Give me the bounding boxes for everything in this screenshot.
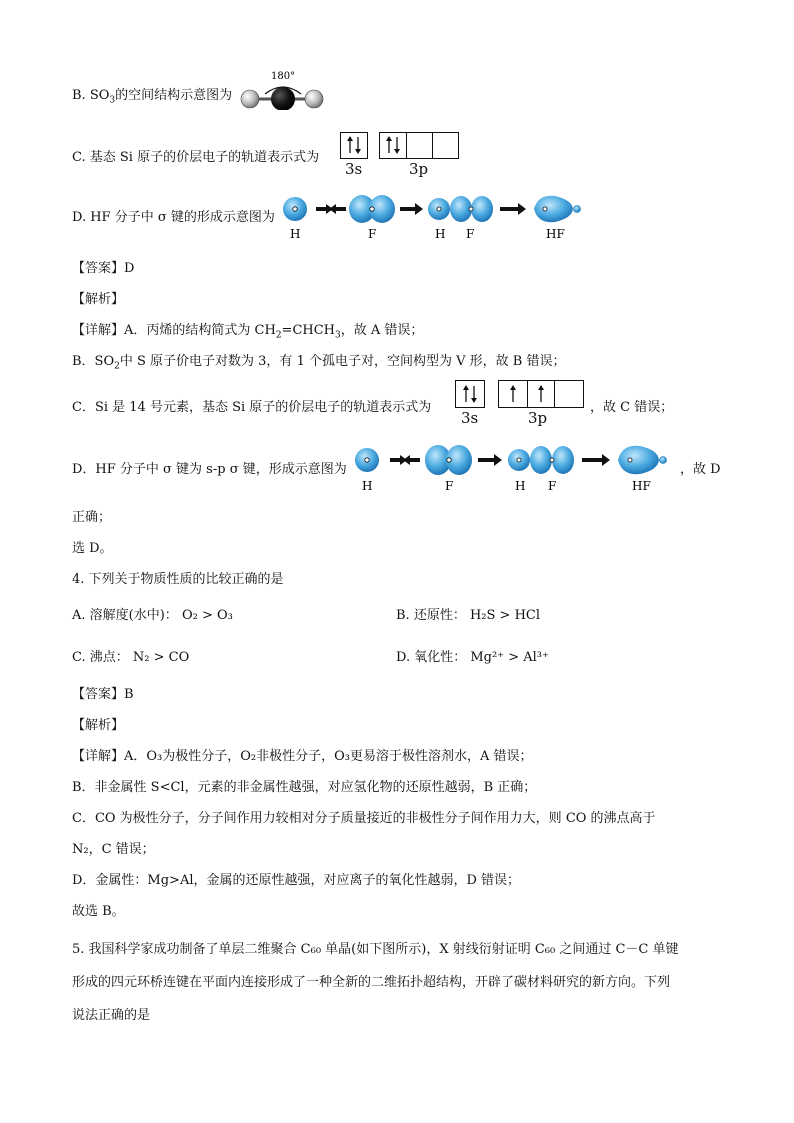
q4-answer: 【答案】B — [72, 687, 134, 702]
angle-label: 180° — [271, 71, 296, 82]
q4-detail-c2: N₂，C 错误； — [72, 842, 155, 857]
svg-text:HF: HF — [632, 479, 651, 493]
sulfur-atom — [271, 87, 295, 110]
q3-answer: 【答案】D — [72, 261, 135, 276]
q4-detail-c: C．CO 为极性分子，分子间作用力较相对分子质量接近的非极性分子间作用力大，则 CO 的沸点高于 — [72, 811, 656, 826]
label-3p: 3p — [409, 160, 429, 178]
svg-text:H: H — [515, 479, 526, 493]
q4-stem: 4. 下列关于物质性质的比较正确的是 — [72, 572, 284, 587]
svg-text:F: F — [466, 227, 475, 241]
svg-text:H: H — [362, 479, 373, 493]
label-3s-analysis: 3s — [461, 409, 479, 427]
q4-option-b: B. 还原性： H₂S > HCl — [396, 608, 541, 623]
q4-detail-d: D．金属性：Mg>Al，金属的还原性越强，对应离子的氧化性越弱，D 错误； — [72, 873, 521, 888]
q3-analysis-heading: 【解析】 — [72, 292, 125, 307]
svg-text:F: F — [548, 479, 557, 493]
svg-text:H: H — [435, 227, 446, 241]
q4-detail-a: 【详解】A．O₃为极性分子，O₂非极性分子，O₃更易溶于极性溶剂水，A 错误； — [72, 749, 533, 764]
oxygen-atom-left — [241, 90, 259, 108]
svg-text:F: F — [445, 479, 454, 493]
q3-option-c: C. 基态 Si 原子的价层电子的轨道表示式为 — [72, 150, 320, 165]
q3-option-b: B. $SO_3$的空间结构示意图为 — [72, 88, 233, 106]
q5-line-3: 说法正确的是 — [72, 1008, 151, 1023]
orbital-3p-boxes-analysis — [498, 380, 584, 408]
oxygen-atom-right — [305, 90, 323, 108]
q3-detail-b: B．$SO_2$中 S 原子价电子对数为 3，有 1 个孤电子对，空间构型为 V 形，故 B 错误； — [72, 354, 566, 372]
up-arrow-icon — [499, 381, 527, 407]
q5-line-2: 形成的四元环桥连键在平面内连接形成了一种全新的二维拓扑超结构，开辟了碳材料研究的新方向。下列 — [72, 975, 671, 990]
q4-option-d: D. 氧化性： Mg²⁺ > Al³⁺ — [396, 650, 549, 665]
orbital-3s-box-analysis — [455, 380, 485, 408]
q3-detail-d: D．HF 分子中 σ 键为 s-p σ 键，形成示意图为 — [72, 462, 347, 477]
hf-sigma-diagram-small — [280, 190, 590, 242]
q3-option-d: D. HF 分子中 σ 键的形成示意图为 — [72, 210, 275, 225]
q3-detail-d-end: ，故 D — [680, 462, 721, 477]
q5-line-1: 5. 我国科学家成功制备了单层二维聚合 C₆₀ 单晶(如下图所示)，X 射线衍射证明 C₆₀ 之间通过 C－C 单键 — [72, 942, 679, 957]
svg-text:H: H — [290, 227, 301, 241]
q3-choose: 选 D。 — [72, 541, 113, 556]
svg-text:F: F — [368, 227, 377, 241]
q3-detail-c: C．Si 是 14 号元素，基态 Si 原子的价层电子的轨道表示式为 — [72, 400, 432, 415]
svg-text:HF: HF — [546, 227, 565, 241]
label-3p-analysis: 3p — [528, 409, 548, 427]
q4-analysis-heading: 【解析】 — [72, 718, 125, 733]
so3-structure-diagram — [238, 66, 328, 110]
hf-sigma-diagram-analysis — [352, 440, 677, 494]
up-down-arrows-icon — [341, 133, 367, 158]
q3-detail-d-cont: 正确； — [72, 510, 112, 525]
orbital-3p-boxes — [379, 132, 459, 159]
q4-option-a: A. 溶解度(水中)： O₂ > O₃ — [72, 608, 233, 623]
up-arrow-icon — [528, 381, 554, 407]
q4-choose: 故选 B。 — [72, 904, 125, 919]
orbital-3s-box — [340, 132, 368, 159]
q4-option-c: C. 沸点： N₂ > CO — [72, 650, 190, 665]
q4-detail-b: B．非金属性 S<Cl，元素的非金属性越强，对应氢化物的还原性越弱，B 正确； — [72, 780, 537, 795]
up-down-arrows-icon — [380, 133, 406, 158]
label-3s: 3s — [345, 160, 363, 178]
q3-detail-c-end: ，故 C 错误； — [590, 400, 674, 415]
q3-detail-a: 【详解】A．丙烯的结构简式为 $CH_2=CHCH_3$，故 A 错误； — [72, 323, 424, 341]
up-down-arrows-icon — [456, 381, 484, 407]
